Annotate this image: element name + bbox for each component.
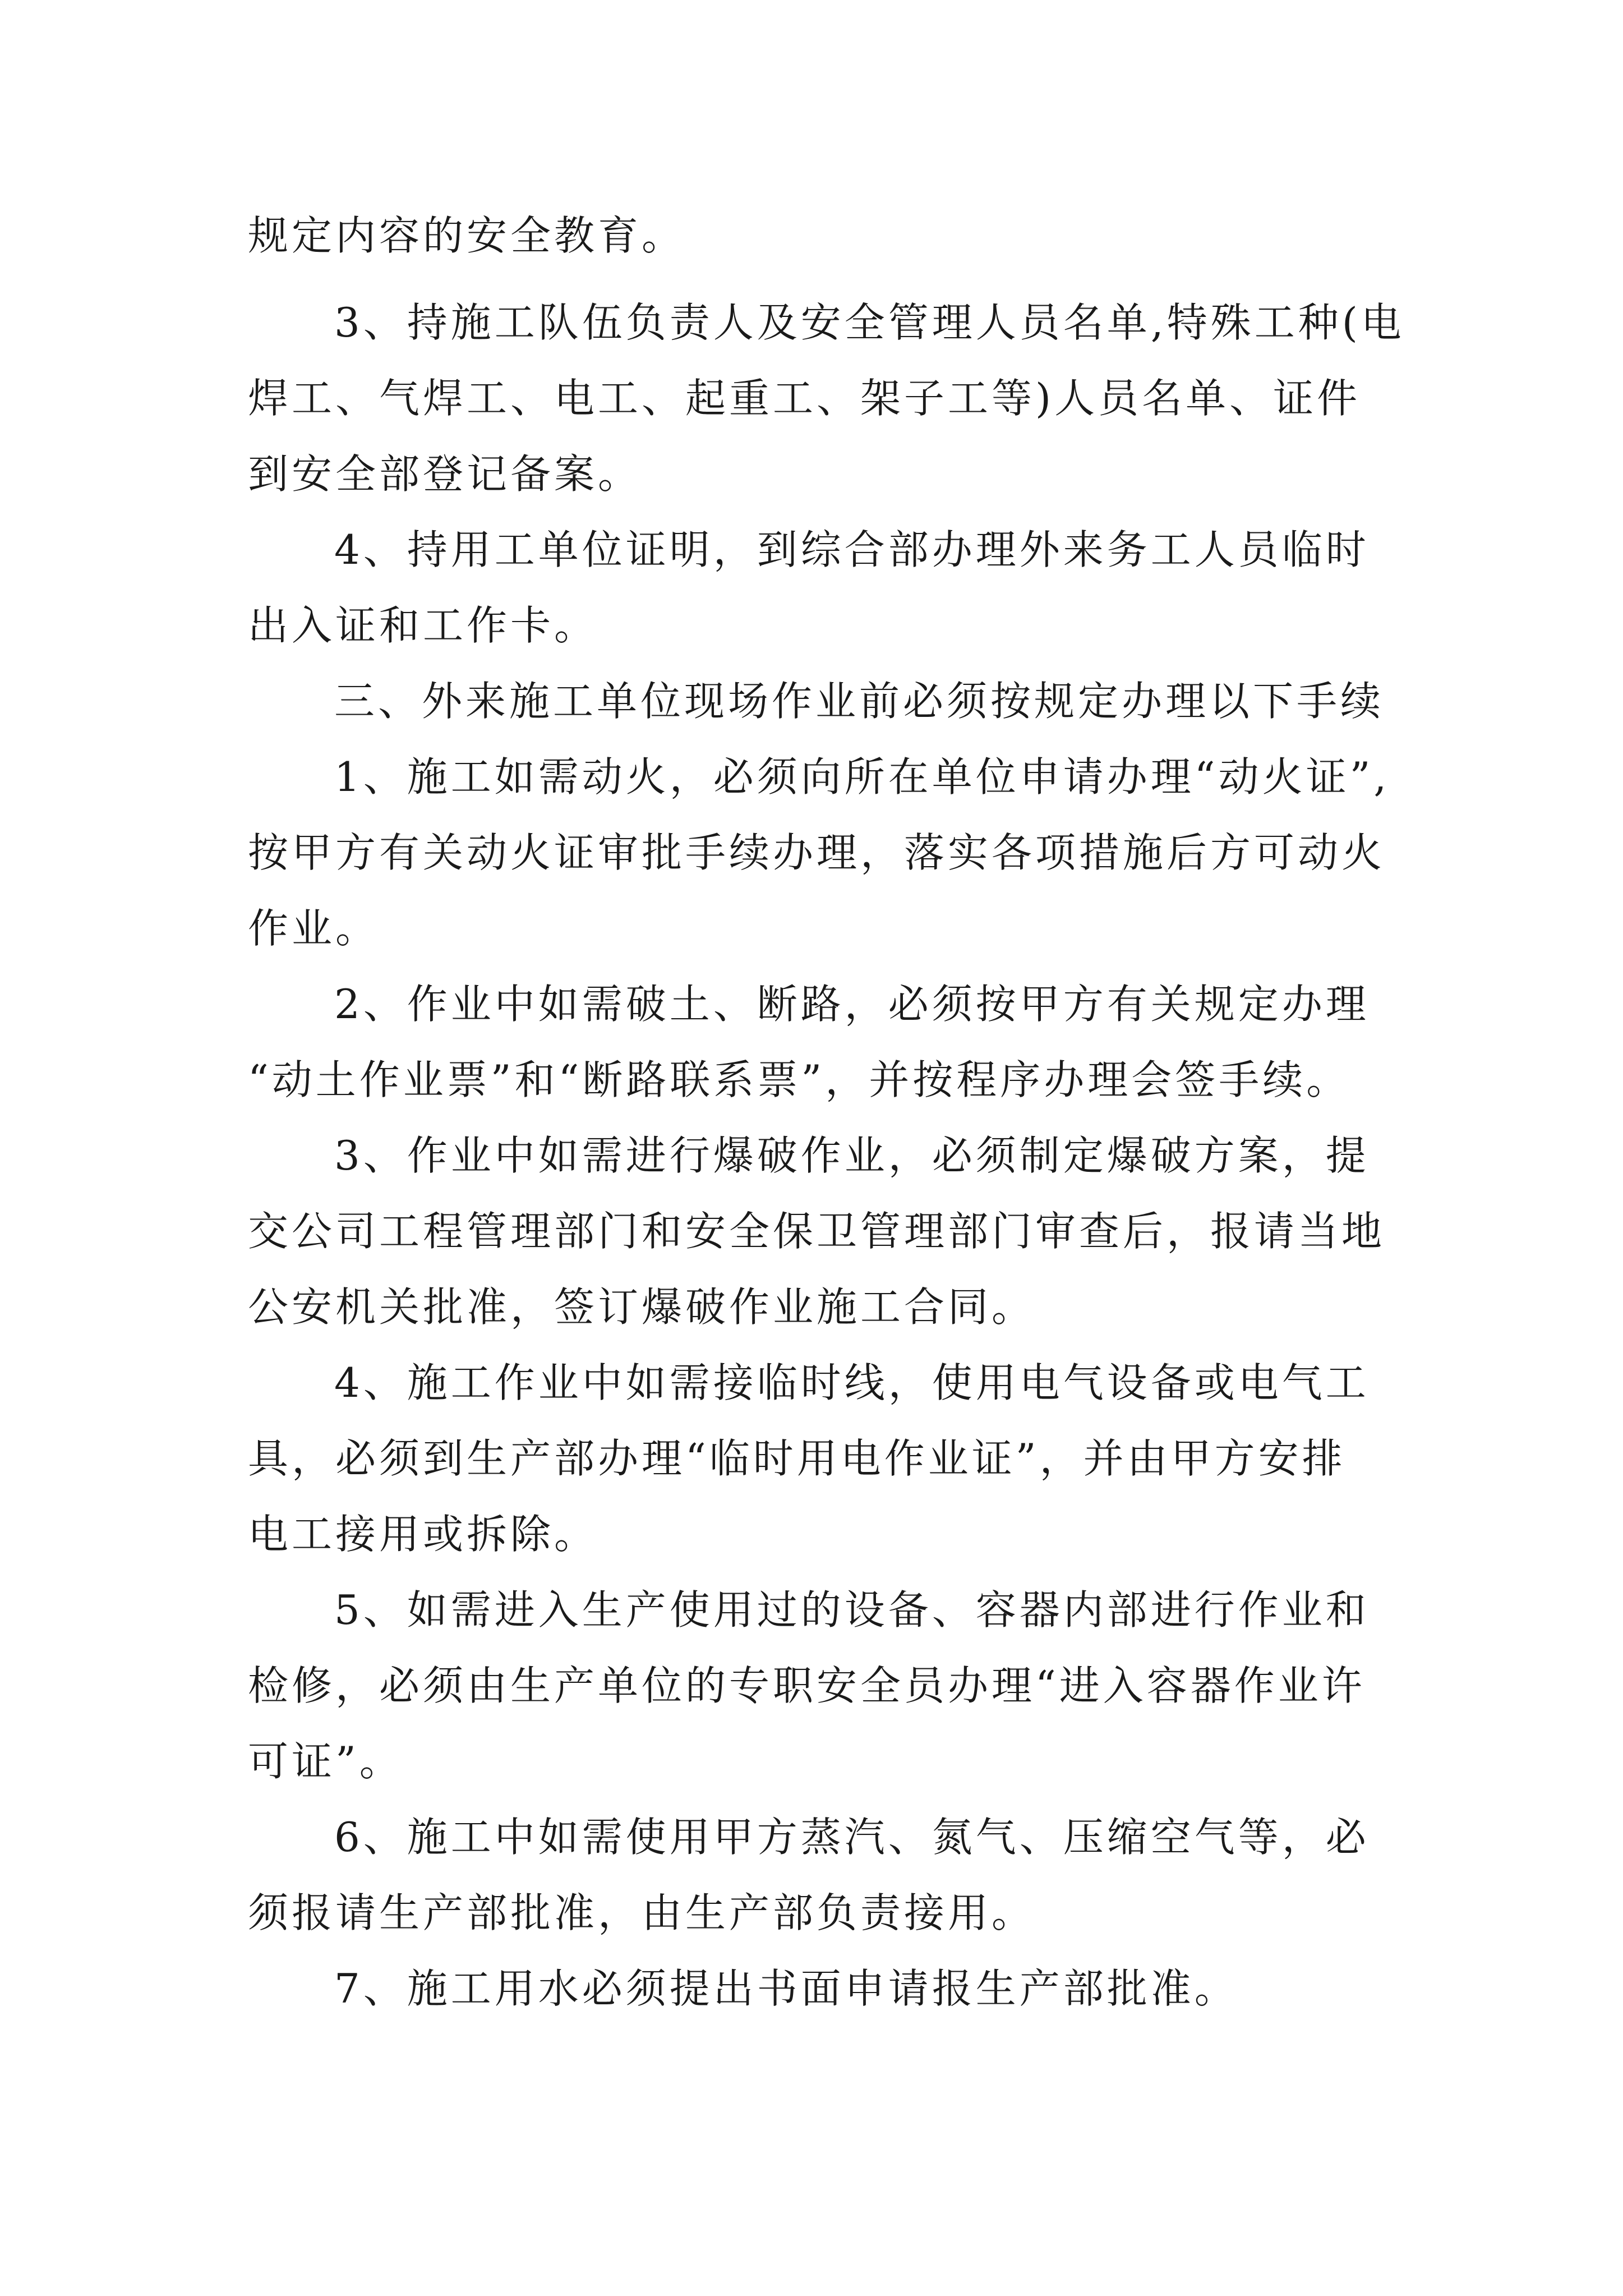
text-line: 公安机关批准，签订爆破作业施工合同。 (248, 1283, 1036, 1331)
text-line: “动土作业票”和“断路联系票”，并按程序办理会签手续。 (248, 1056, 1350, 1103)
text-line: 规定内容的安全教育。 (248, 212, 686, 259)
text-line: 交公司工程管理部门和安全保卫管理部门审查后，报请当地 (248, 1208, 1386, 1255)
text-line: 4、施工作业中如需接临时线，使用电气设备或电气工 (334, 1359, 1370, 1406)
text-line: 检修，必须由生产单位的专职安全员办理“进入容器作业许 (248, 1662, 1366, 1709)
text-line: 5、如需进入生产使用过的设备、容器内部进行作业和 (334, 1586, 1370, 1634)
text-line: 3、作业中如需进行爆破作业，必须制定爆破方案，提 (334, 1132, 1370, 1179)
text-line: 电工接用或拆除。 (248, 1511, 598, 1558)
text-line: 7、施工用水必须提出书面申请报生产部批准。 (334, 1965, 1238, 2012)
text-line: 4、持用工单位证明，到综合部办理外来务工人员临时 (334, 526, 1370, 573)
text-line: 须报请生产部批准，由生产部负责接用。 (248, 1889, 1036, 1936)
text-line: 2、作业中如需破土、断路，必须按甲方有关规定办理 (334, 981, 1370, 1028)
text-line: 可证”。 (248, 1738, 403, 1785)
text-line: 1、施工如需动火，必须向所在单位申请办理“动火证”, (334, 753, 1390, 800)
text-line: 出入证和工作卡。 (248, 602, 598, 649)
text-line: 3、持施工队伍负责人及安全管理人员名单,特殊工种(电 (334, 299, 1405, 346)
text-line: 到安全部登记备案。 (248, 450, 642, 498)
text-line: 6、施工中如需使用甲方蒸汽、氮气、压缩空气等，必 (334, 1814, 1370, 1861)
text-line: 作业。 (248, 905, 380, 952)
section-heading: 三、外来施工单位现场作业前必须按规定办理以下手续 (334, 678, 1385, 725)
text-line: 具，必须到生产部办理“临时用电作业证”，并由甲方安排 (248, 1435, 1346, 1482)
text-line: 焊工、气焊工、电工、起重工、架子工等)人员名单、证件 (248, 375, 1361, 422)
text-line: 按甲方有关动火证审批手续办理，落实各项措施后方可动火 (248, 829, 1386, 876)
